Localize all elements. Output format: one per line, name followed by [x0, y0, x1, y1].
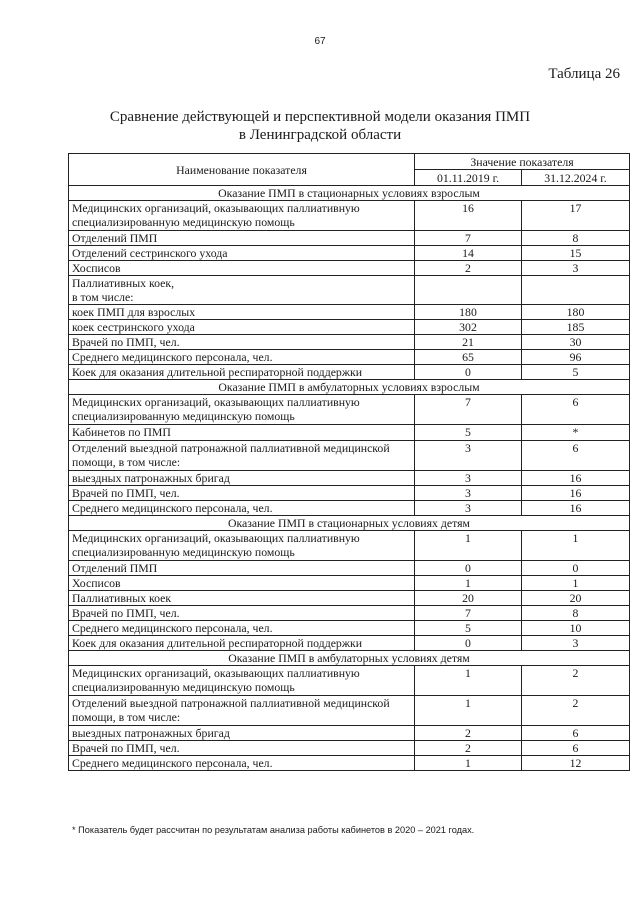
value-2024: 180	[522, 305, 630, 320]
table-caption: Таблица 26	[548, 66, 620, 82]
value-2024: 1	[522, 531, 630, 561]
table-row	[69, 441, 630, 471]
value-2019: 2	[415, 741, 522, 756]
table-row	[69, 425, 630, 441]
row-name-line-1: Паллиативных коек,	[72, 276, 175, 290]
value-2019: 3	[415, 471, 522, 486]
header-date-2024: 31.12.2024 г.	[522, 170, 630, 186]
table-row	[69, 696, 630, 726]
table-row	[69, 621, 630, 636]
row-name-line-2: в том числе:	[72, 290, 134, 304]
table-row	[69, 261, 630, 276]
table-row	[69, 231, 630, 246]
table-row	[69, 365, 630, 380]
row-name: Отделений выездной патронажной паллиативной медицинской помощи, в том числе:	[69, 696, 415, 726]
value-2019: 65	[415, 350, 522, 365]
row-name: коек сестринского ухода	[69, 320, 415, 335]
value-2024: 6	[522, 441, 630, 471]
value-2024: 10	[522, 621, 630, 636]
row-name: Врачей по ПМП, чел.	[69, 486, 415, 501]
value-2024: 30	[522, 335, 630, 350]
row-name: выездных патронажных бригад	[69, 471, 415, 486]
table-row	[69, 486, 630, 501]
value-2024: 185	[522, 320, 630, 335]
table-row	[69, 756, 630, 771]
value-2019	[415, 276, 522, 305]
value-2019: 3	[415, 501, 522, 516]
row-name: Паллиативных коек	[69, 591, 415, 606]
section-title: Оказание ПМП в амбулаторных условиях взрослым	[69, 380, 630, 395]
row-name: Медицинских организаций, оказывающих паллиативную специализированную медицинскую помощь	[69, 395, 415, 425]
value-2024: 17	[522, 201, 630, 231]
value-2019: 0	[415, 561, 522, 576]
value-2019: 16	[415, 201, 522, 231]
header-date-2019: 01.11.2019 г.	[415, 170, 522, 186]
value-2019: 20	[415, 591, 522, 606]
row-name: Медицинских организаций, оказывающих паллиативную специализированную медицинскую помощь	[69, 531, 415, 561]
comparison-table	[68, 153, 630, 771]
value-2024: *	[522, 425, 630, 441]
value-2019: 0	[415, 365, 522, 380]
table-row	[69, 501, 630, 516]
table-row	[69, 350, 630, 365]
document-title	[0, 108, 640, 144]
table-row	[69, 246, 630, 261]
page-number: 67	[314, 36, 326, 47]
table-row	[69, 606, 630, 621]
value-2024: 16	[522, 471, 630, 486]
table-row	[69, 576, 630, 591]
value-2024: 96	[522, 350, 630, 365]
row-name: Отделений сестринского ухода	[69, 246, 415, 261]
value-2024: 8	[522, 231, 630, 246]
title-line-2: в Ленинградской области	[238, 127, 402, 143]
section-title: Оказание ПМП в стационарных условиях взрослым	[69, 186, 630, 201]
value-2019: 5	[415, 621, 522, 636]
value-2019: 1	[415, 576, 522, 591]
value-2024	[522, 276, 630, 305]
value-2019: 1	[415, 666, 522, 696]
value-2019: 1	[415, 531, 522, 561]
value-2019: 5	[415, 425, 522, 441]
value-2024: 6	[522, 741, 630, 756]
table-row	[69, 561, 630, 576]
value-2019: 2	[415, 261, 522, 276]
table-row	[69, 591, 630, 606]
value-2019: 180	[415, 305, 522, 320]
table-row	[69, 276, 630, 305]
value-2019: 3	[415, 441, 522, 471]
row-name: Отделений ПМП	[69, 561, 415, 576]
value-2019: 21	[415, 335, 522, 350]
value-2024: 8	[522, 606, 630, 621]
footnote: * Показатель будет рассчитан по результатам анализа работы кабинетов в 2020 – 2021 годах.	[72, 825, 475, 835]
header-indicator-value: Значение показателя	[415, 154, 630, 170]
value-2019: 302	[415, 320, 522, 335]
value-2019: 7	[415, 606, 522, 621]
section-row	[69, 516, 630, 531]
row-name: Отделений выездной патронажной паллиативной медицинской помощи, в том числе:	[69, 441, 415, 471]
row-name	[69, 276, 415, 305]
table-row	[69, 471, 630, 486]
value-2019: 7	[415, 395, 522, 425]
table-row	[69, 636, 630, 651]
value-2024: 2	[522, 666, 630, 696]
value-2024: 6	[522, 726, 630, 741]
table-row	[69, 726, 630, 741]
value-2024: 16	[522, 501, 630, 516]
title-line-1: Сравнение действующей и перспективной модели оказания ПМП	[109, 109, 531, 125]
value-2019: 1	[415, 696, 522, 726]
row-name: Хосписов	[69, 576, 415, 591]
section-row	[69, 186, 630, 201]
value-2019: 7	[415, 231, 522, 246]
value-2019: 3	[415, 486, 522, 501]
section-title: Оказание ПМП в амбулаторных условиях детям	[69, 651, 630, 666]
row-name: Врачей по ПМП, чел.	[69, 606, 415, 621]
section-row	[69, 380, 630, 395]
value-2024: 20	[522, 591, 630, 606]
row-name: Среднего медицинского персонала, чел.	[69, 621, 415, 636]
table-row	[69, 201, 630, 231]
section-title: Оказание ПМП в стационарных условиях детям	[69, 516, 630, 531]
row-name: Медицинских организаций, оказывающих паллиативную специализированную медицинскую помощь	[69, 201, 415, 231]
row-name: выездных патронажных бригад	[69, 726, 415, 741]
value-2024: 12	[522, 756, 630, 771]
value-2024: 3	[522, 261, 630, 276]
value-2019: 0	[415, 636, 522, 651]
value-2019: 14	[415, 246, 522, 261]
row-name: Коек для оказания длительной респираторной поддержки	[69, 636, 415, 651]
value-2024: 5	[522, 365, 630, 380]
row-name: коек ПМП для взрослых	[69, 305, 415, 320]
table-row	[69, 741, 630, 756]
table-row	[69, 395, 630, 425]
row-name: Кабинетов по ПМП	[69, 425, 415, 441]
row-name: Врачей по ПМП, чел.	[69, 335, 415, 350]
table-row	[69, 666, 630, 696]
row-name: Среднего медицинского персонала, чел.	[69, 350, 415, 365]
row-name: Среднего медицинского персонала, чел.	[69, 756, 415, 771]
value-2024: 3	[522, 636, 630, 651]
table-row	[69, 320, 630, 335]
table-row	[69, 335, 630, 350]
row-name: Медицинских организаций, оказывающих паллиативную специализированную медицинскую помощь	[69, 666, 415, 696]
section-row	[69, 651, 630, 666]
value-2019: 2	[415, 726, 522, 741]
value-2024: 16	[522, 486, 630, 501]
table-row	[69, 305, 630, 320]
header-indicator-name: Наименование показателя	[69, 154, 415, 186]
value-2024: 0	[522, 561, 630, 576]
value-2024: 1	[522, 576, 630, 591]
row-name: Хосписов	[69, 261, 415, 276]
row-name: Врачей по ПМП, чел.	[69, 741, 415, 756]
row-name: Коек для оказания длительной респираторной поддержки	[69, 365, 415, 380]
value-2024: 6	[522, 395, 630, 425]
table-row	[69, 531, 630, 561]
value-2024: 15	[522, 246, 630, 261]
row-name: Среднего медицинского персонала, чел.	[69, 501, 415, 516]
value-2024: 2	[522, 696, 630, 726]
value-2019: 1	[415, 756, 522, 771]
row-name: Отделений ПМП	[69, 231, 415, 246]
